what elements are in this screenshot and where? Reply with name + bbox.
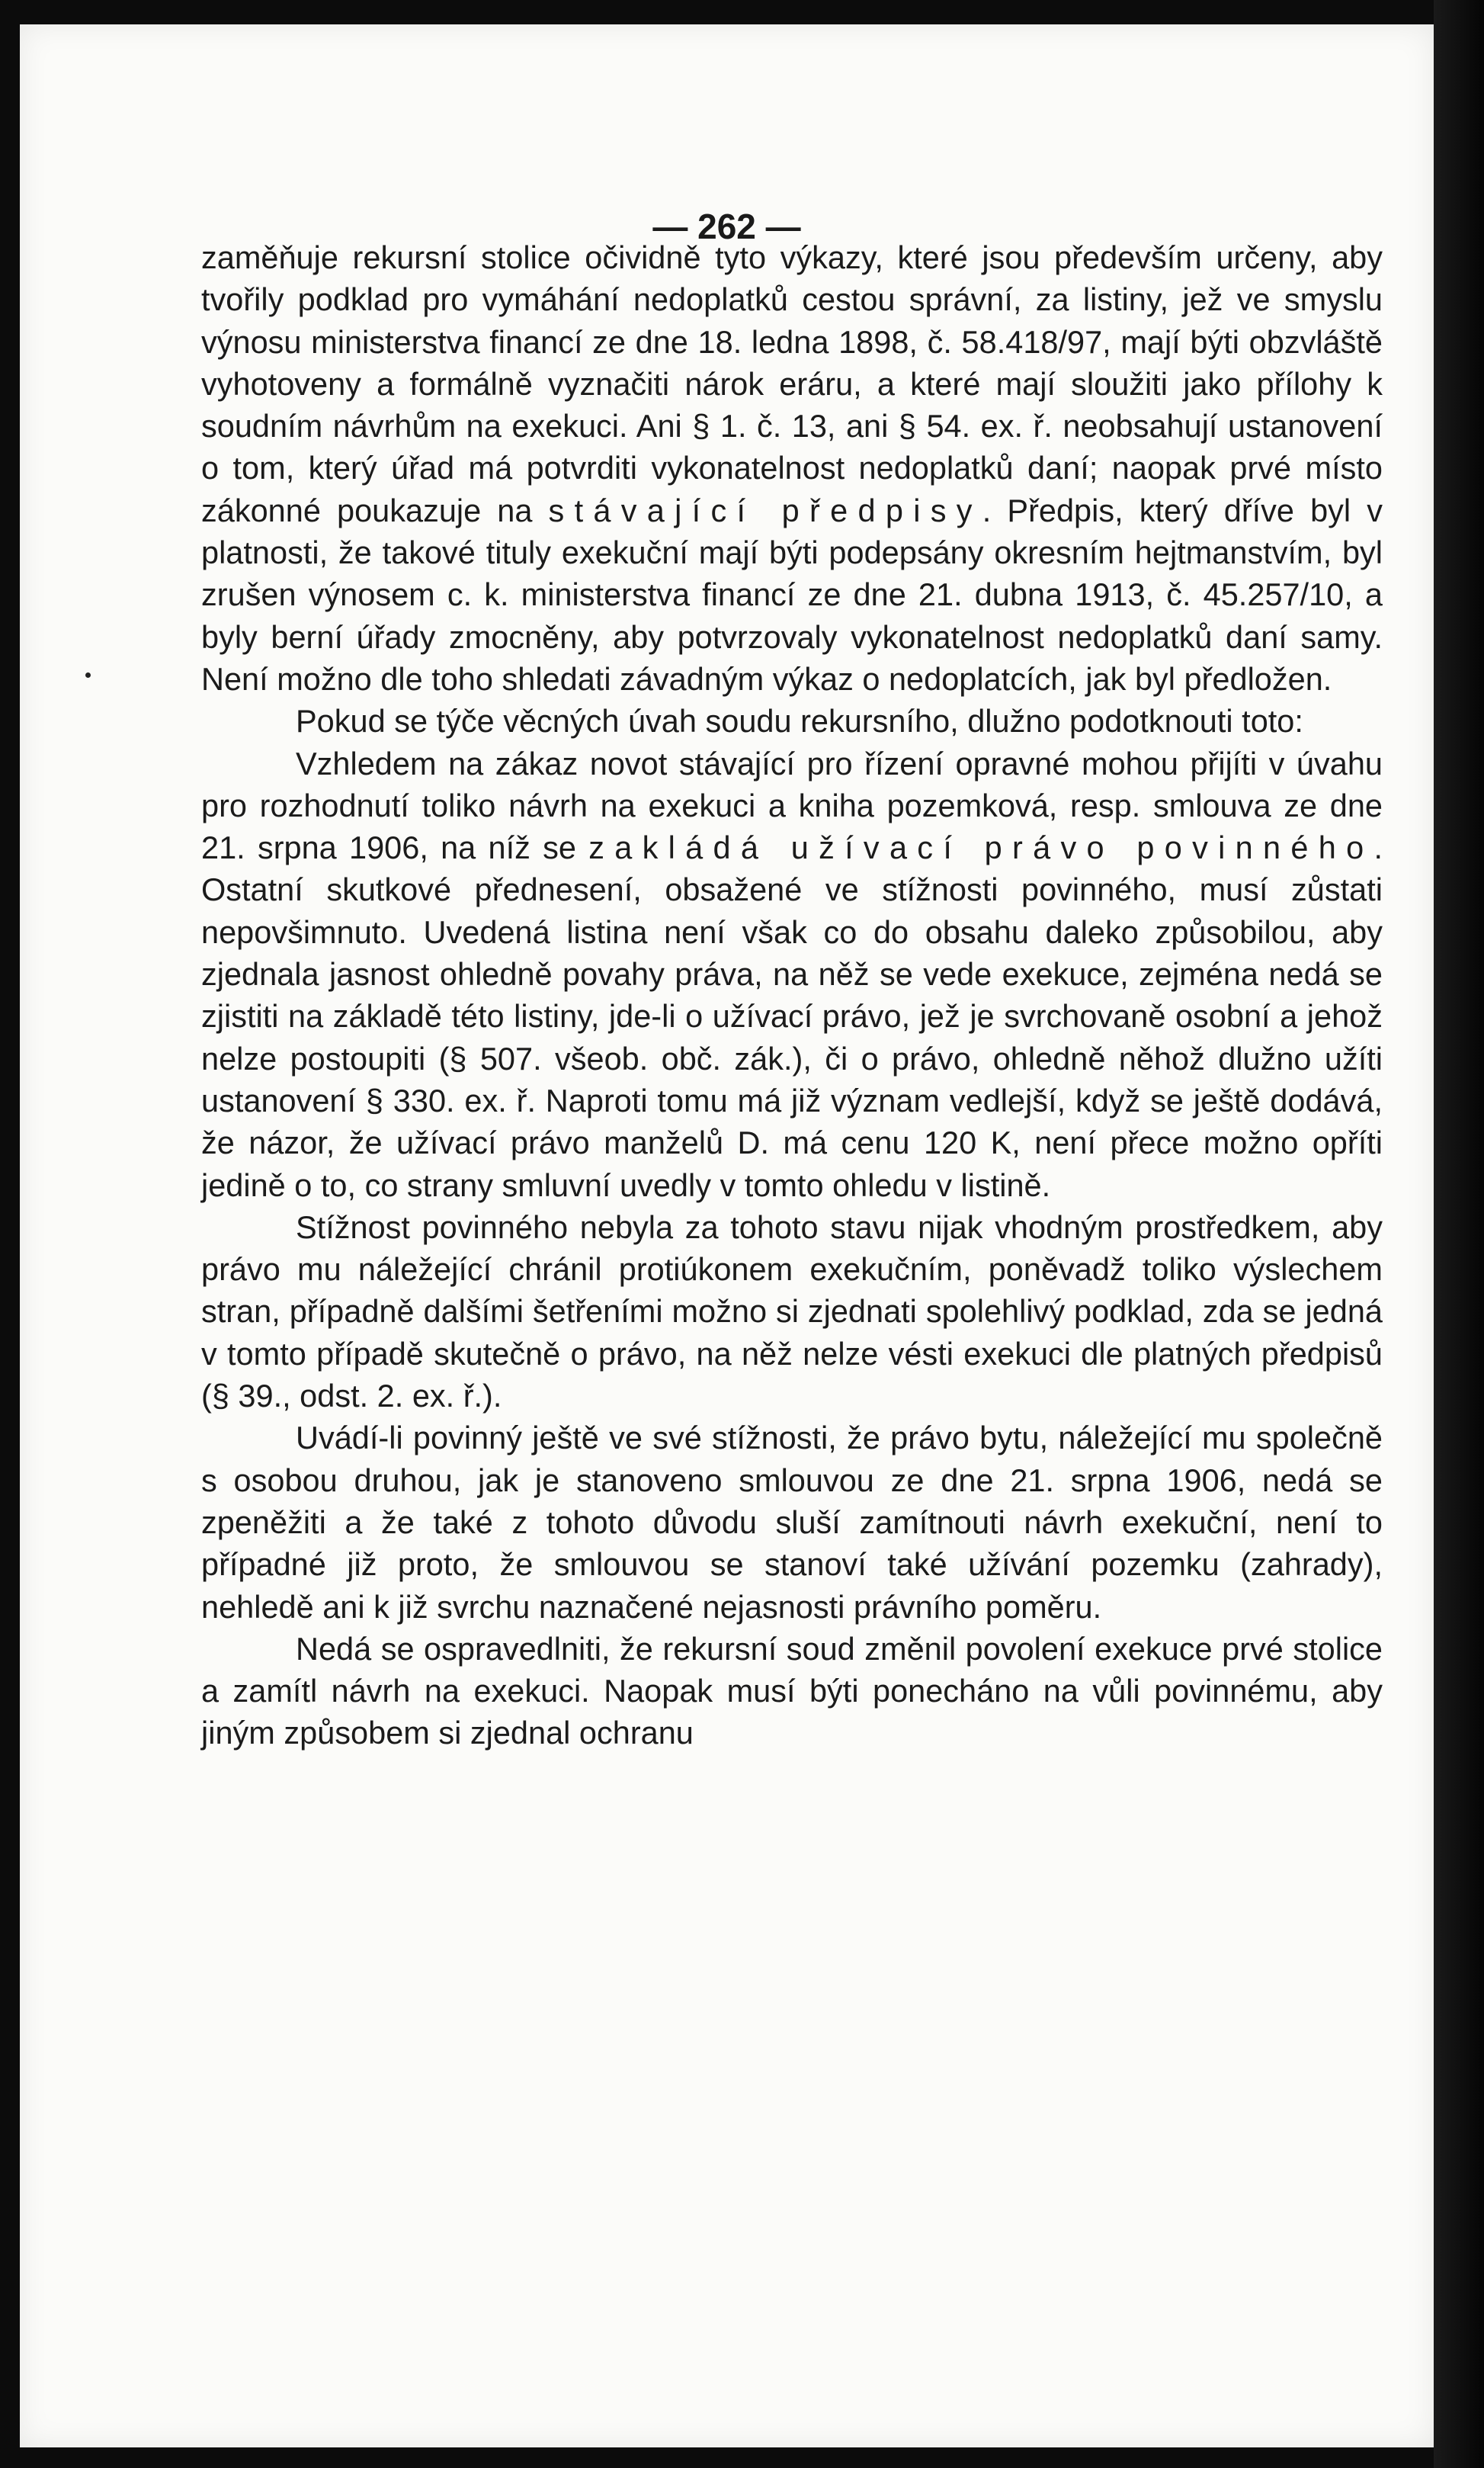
page-number: — 262 — (652, 207, 801, 246)
scan-speck (85, 672, 91, 678)
paragraph (201, 236, 1383, 700)
paragraph: Uvádí-li povinný ještě ve své stížnosti, že právo bytu, náležející mu společně s osobou druhou, jak je stanoveno smlouvou ze dne 21. srpna 1906, nedá se zpeněžiti a že také z tohoto důvodu sluší zamítnouti návrh exekuční, není to případné již proto, že smlouvou se stanoví také užívání pozemku (zahrady), nehledě ani k již svrchu naznačené nejasnosti právního poměru. (201, 1420, 1383, 1625)
paragraph-text: Vzhledem na zákaz novot stávající pro řízení opravné mohou přijíti v úvahu pro rozhodnutí toliko návrh na exekuci a kniha pozemková, resp. smlouva ze dne 21. srpna 1906, na níž se (201, 745, 1383, 866)
paragraph: Pokud se týče věcných úvah soudu rekursního, dlužno podotknouti toto: (296, 703, 1303, 740)
paragraph (201, 743, 1383, 1206)
paragraph: Nedá se ospravedlniti, že rekursní soud změnil povolení exekuce prvé stolice a zamítl návrh na exekuci. Naopak musí býti ponecháno na vůli povinnému, aby jiným způsobem si zjednal ochranu (201, 1630, 1383, 1751)
paragraph-text: . Předpis, který dříve byl v platnosti, že takové tituly exekuční mají býti podepsány okresním hejtmanstvím, byl zrušen výnosem c. k. ministerstva financí ze dne 21. dubna 1913, č. 45.257/10, a byly berní úřady zmocněny, aby potvrzovaly vykonatelnost nedoplatků daní samy. Není možno dle toho shledati závadným výkaz o nedoplatcích, jak byl předložen. (201, 492, 1383, 697)
spaced-emphasis: stávající předpisy (548, 492, 982, 528)
scan-right-edge (1434, 0, 1484, 2468)
body-text (201, 236, 1383, 1754)
paragraph: Stížnost povinného nebyla za tohoto stavu nijak vhodným prostředkem, aby právo mu náležející chránil protiúkonem exekučním, poněvadž toliko výslechem stran, případně dalšími šetřeními možno si zjednati spolehlivý podklad, zda se jedná v tomto případě skutečně o právo, na něž nelze vésti exekuci dle platných předpisů (§ 39., odst. 2. ex. ř.). (201, 1208, 1383, 1414)
paragraph-text: zaměňuje rekursní stolice očividně tyto výkazy, které jsou především určeny, aby tvořily podklad pro vymáhání nedoplatků cestou správní, za listiny, jež ve smyslu výnosu ministerstva financí ze dne 18. ledna 1898, č. 58.418/97, mají býti obzvláště vyhotoveny a formálně vyznačiti nárok eráru, a které mají sloužiti jako přílohy k soudním návrhům na exekuci. Ani § 1. č. 13, ani § 54. ex. ř. neobsahují ustanovení o tom, který úřad má potvrditi vykonatelnost nedoplatků daní; naopak prvé místo zákonné poukazuje na (201, 239, 1383, 528)
paragraph-text: . Ostatní skutkové přednesení, obsažené ve stížnosti povinného, musí zůstati nepovšimnuto. Uvedená listina není však co do obsahu daleko způsobilou, aby zjednala jasnost ohledně povahy práva, na něž se vede exekuce, zejména nedá se zjistiti na základě této listiny, jde-li o užívací právo, jež je svrchovaně osobní a jehož nelze postoupiti (§ 507. všeob. obč. zák.), či o právo, ohledně něhož dlužno užíti ustanovení § 330. ex. ř. Naproti tomu má již význam vedlejší, když se ještě dodává, že názor, že užívací právo manželů D. má cenu 120 K, není přece možno opříti jedině o to, co strany smluvní uvedly v tomto ohledu v listině. (201, 830, 1383, 1203)
spaced-emphasis: zakládá užívací právo povinného (588, 830, 1374, 866)
